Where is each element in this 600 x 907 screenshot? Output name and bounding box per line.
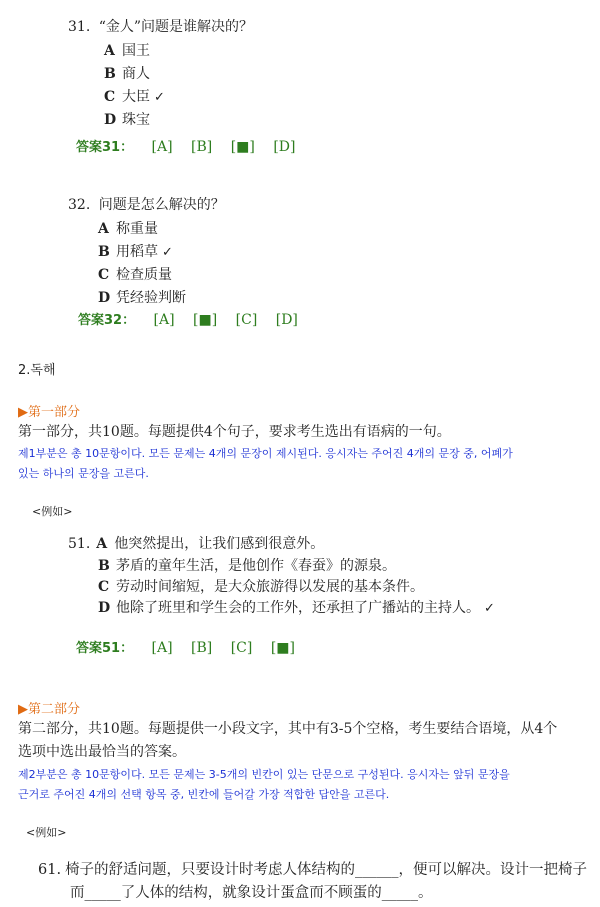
option-letter: C [98, 267, 110, 283]
q32-stem [68, 194, 225, 214]
answer-box-d[interactable]: [D] [275, 312, 298, 328]
q32-option-b[interactable] [98, 241, 173, 261]
option-text: 大臣 [122, 89, 150, 105]
q31-question: “金人”问题是谁解决的？ [98, 19, 254, 35]
part2-description-line-1: 第二部分，共10题。每题提供一小段文字，其中有3-5个空格，考生要结合语境，从4个 [18, 721, 558, 737]
q51-option-d[interactable] [98, 597, 495, 617]
check-icon: ✓ [154, 90, 165, 105]
answer-box-a[interactable]: [A] [151, 139, 173, 155]
option-text: 检查质量 [116, 267, 172, 283]
answer-box-d-filled[interactable]: [■] [270, 640, 295, 656]
option-letter: A [98, 221, 109, 237]
part1-example-label: <例如> [32, 505, 73, 518]
answer-box-a[interactable]: [A] [151, 640, 173, 656]
q32-question: 问题是怎么解决的？ [98, 197, 225, 213]
q61-line-2: 而_____了人体的结构，就象设计蛋盒而不顾蛋的_____。 [70, 885, 433, 901]
option-text: 他除了班里和学生会的工作外，还承担了广播站的主持人。 [116, 600, 480, 616]
option-letter: B [98, 558, 110, 574]
part1-description: 第一部分，共10题。每题提供4个句子，要求考生选出有语病的一句。 [18, 424, 451, 440]
option-text: 称重量 [116, 221, 158, 237]
q51-number: 51. [68, 536, 91, 552]
option-letter: B [98, 244, 110, 260]
part2-description-line-2: 选项中选出最恰当的答案。 [18, 744, 186, 760]
option-letter: A [96, 536, 108, 552]
q51-option-c[interactable] [98, 576, 424, 596]
q51-option-a[interactable] [68, 533, 324, 553]
q31-option-d[interactable] [104, 109, 150, 129]
option-letter: D [98, 290, 111, 306]
q51-answer-row [76, 637, 295, 656]
part1-korean-line-1: 제1부분은 총 10문항이다. 모든 문제는 4개의 문장이 제시된다. 응시자는 주어진 4개의 문장 중, 어폐가 [18, 447, 513, 460]
answer-box-c[interactable]: [C] [230, 640, 253, 656]
option-letter: D [104, 112, 117, 128]
answer-box-a[interactable]: [A] [153, 312, 175, 328]
q61-text-1: 椅子的舒适问题，只要设计时考虑人体结构的______，便可以解决。设计一把椅子 [65, 862, 588, 878]
option-letter: C [104, 89, 116, 105]
option-text: 商人 [122, 66, 150, 82]
q61-line-1 [38, 858, 587, 879]
part2-example-label: <例如> [26, 826, 67, 839]
q31-stem [68, 16, 253, 36]
answer-box-c-filled[interactable]: [■] [230, 139, 255, 155]
option-text: 劳动时间缩短，是大众旅游得以发展的基本条件。 [116, 579, 424, 595]
option-letter: B [104, 66, 116, 82]
option-letter: D [98, 600, 111, 616]
q31-option-a[interactable] [104, 40, 150, 60]
section-title: 2.독해 [18, 363, 56, 378]
q31-option-c[interactable] [104, 86, 165, 106]
answer-box-b[interactable]: [B] [191, 139, 213, 155]
answer-label: 答案31： [76, 140, 134, 155]
q32-option-a[interactable] [98, 218, 158, 238]
answer-box-c[interactable]: [C] [235, 312, 258, 328]
part1-title: ▶第一部分 [18, 405, 80, 420]
option-text: 凭经验判断 [116, 290, 186, 306]
q31-option-b[interactable] [104, 63, 150, 83]
check-icon: ✓ [484, 601, 495, 616]
q32-option-c[interactable] [98, 264, 172, 284]
part1-korean-line-2: 있는 하나의 문장을 고른다. [18, 467, 149, 480]
answer-box-b[interactable]: [B] [191, 640, 213, 656]
part2-korean-line-1: 제2부분은 총 10문항이다. 모든 문제는 3-5개의 빈칸이 있는 단문으로 구성된다. 응시자는 앞뒤 문장을 [18, 768, 510, 781]
option-text: 他突然提出，让我们感到很意外。 [114, 536, 325, 552]
q32-answer-row [78, 309, 298, 328]
part2-korean-line-2: 근거로 주어진 4개의 선택 항목 중, 빈칸에 들어갈 가장 적합한 답안을 고른다. [18, 788, 390, 801]
check-icon: ✓ [162, 245, 173, 260]
answer-label: 答案32： [78, 313, 136, 328]
option-text: 国王 [122, 43, 150, 59]
q31-number: 31. [68, 19, 91, 35]
q61-number: 61. [38, 862, 62, 878]
answer-box-d[interactable]: [D] [273, 139, 296, 155]
option-text: 珠宝 [122, 112, 150, 128]
option-letter: A [104, 43, 115, 59]
q32-number: 32. [68, 197, 91, 213]
part2-title: ▶第二部分 [18, 702, 80, 717]
option-letter: C [98, 579, 110, 595]
option-text: 茅盾的童年生活，是他创作《春蚕》的源泉。 [116, 558, 396, 574]
q31-answer-row [76, 136, 295, 155]
answer-box-b-filled[interactable]: [■] [193, 312, 218, 328]
q32-option-d[interactable] [98, 287, 186, 307]
q51-option-b[interactable] [98, 555, 396, 575]
option-text: 用稻草 [116, 244, 158, 260]
answer-label: 答案51： [76, 641, 134, 656]
